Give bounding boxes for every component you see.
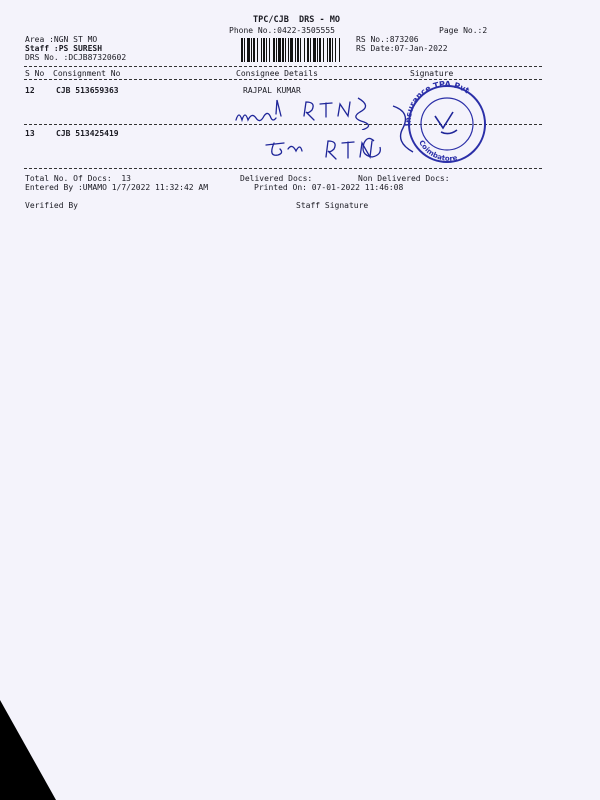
- column-sno: S No: [25, 69, 45, 78]
- signature-row-13-handwriting: [262, 135, 392, 165]
- barcode-bar: [297, 38, 299, 62]
- barcode-bar: [295, 38, 296, 62]
- staff-signature-label: Staff Signature: [296, 201, 369, 210]
- barcode-bar: [282, 38, 284, 62]
- barcode-bar: [313, 38, 316, 62]
- barcode-bar: [253, 38, 255, 62]
- row-12-consignee: RAJPAL KUMAR: [243, 86, 301, 95]
- barcode-bar: [323, 38, 324, 62]
- barcode-bar: [307, 38, 309, 62]
- printed-on-label: Printed On: 07-01-2022 11:46:08: [254, 183, 404, 192]
- row-12-consignment: CJB 513659363: [56, 86, 119, 95]
- area-field: Area :NGN ST MO: [25, 35, 98, 44]
- rows-end-divider: [24, 168, 542, 169]
- barcode-bar: [300, 38, 301, 62]
- page-number: Page No.:2: [439, 26, 488, 35]
- barcode-bar: [278, 38, 281, 62]
- rs-date-field: RS Date:07-Jan-2022: [356, 44, 448, 53]
- barcode-bar: [339, 38, 340, 62]
- barcode-bar: [327, 38, 328, 62]
- staff-field: Staff :PS SURESH: [25, 44, 103, 53]
- entered-by-label: Entered By :UMAMO 1/7/2022 11:32:42 AM: [25, 183, 209, 192]
- svg-text:Coimbatore: [417, 139, 458, 163]
- company-stamp-seal: [391, 76, 495, 166]
- barcode-bar: [310, 38, 311, 62]
- drs-number-field: DRS No. :DCJB87320602: [25, 53, 127, 62]
- barcode-bar: [241, 38, 243, 62]
- barcode-bar: [269, 38, 270, 62]
- total-docs-label: Total No. Of Docs: 13: [25, 174, 131, 183]
- stamp-text-bottom: Coimbatore: [417, 138, 458, 163]
- rs-number-field: RS No.:873206: [356, 35, 419, 44]
- barcode-bar: [332, 38, 333, 62]
- barcode-bar: [266, 38, 267, 62]
- barcode-bar: [261, 38, 262, 62]
- barcode-bar: [273, 38, 275, 62]
- column-signature: Signature: [410, 69, 454, 78]
- barcode-bar: [335, 38, 336, 62]
- header-divider-top: [24, 66, 542, 67]
- row-13-sno: 13: [25, 129, 35, 138]
- row-13-consignment: CJB 513425419: [56, 129, 119, 138]
- barcode-bar: [285, 38, 286, 62]
- barcode-bar: [244, 38, 245, 62]
- column-consignee: Consignee Details: [236, 69, 318, 78]
- barcode-bar: [257, 38, 258, 62]
- barcode-bar: [288, 38, 289, 62]
- scan-corner-shadow: [0, 700, 56, 800]
- phone-number: Phone No.:0422-3505555: [229, 26, 335, 35]
- barcode-bar: [290, 38, 293, 62]
- barcode-bar: [319, 38, 321, 62]
- barcode-bar: [263, 38, 265, 62]
- stamp-text-top: Insurance TPA Pvt: [403, 79, 471, 127]
- barcode-bar: [247, 38, 250, 62]
- barcode-bar: [329, 38, 331, 62]
- barcode-bar: [251, 38, 252, 62]
- barcode-bar: [317, 38, 318, 62]
- barcode-bar: [304, 38, 305, 62]
- barcode-image: [241, 38, 340, 62]
- document-title: TPC/CJB DRS - MO: [253, 15, 340, 25]
- barcode-bar: [276, 38, 277, 62]
- delivered-docs-label: Delivered Docs:: [240, 174, 313, 183]
- verified-by-label: Verified By: [25, 201, 78, 210]
- row-12-sno: 12: [25, 86, 35, 95]
- signature-row-12-handwriting: [230, 96, 380, 130]
- non-delivered-docs-label: Non Delivered Docs:: [358, 174, 450, 183]
- column-consignment: Consignment No: [53, 69, 121, 78]
